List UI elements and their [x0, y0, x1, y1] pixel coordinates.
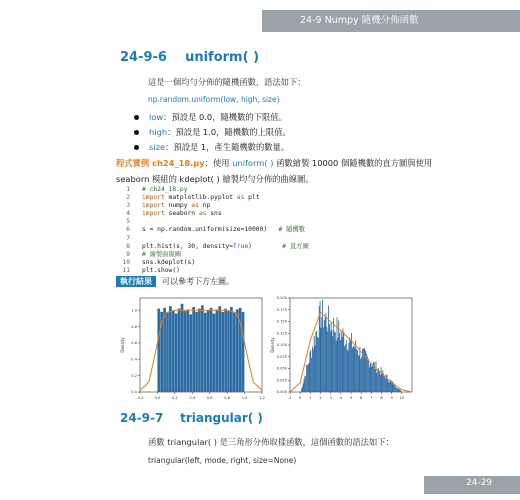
bullet-key: low [149, 112, 164, 122]
example-label: 程式實例 ch24_18.py [116, 158, 205, 168]
code-line [118, 226, 309, 234]
histogram-bar [398, 389, 399, 392]
section2-heading [120, 411, 263, 425]
histogram-bar [320, 301, 321, 392]
section2-title: triangular( ) [180, 411, 263, 425]
page-number: 24-29 [466, 478, 493, 488]
histogram-bar [337, 338, 338, 392]
histogram-bar [315, 332, 316, 392]
histogram-bar [343, 328, 344, 392]
section-number: 24-9-6 [120, 50, 167, 65]
y-tick-label: 0.075 [276, 354, 287, 359]
plot-frame [290, 298, 412, 392]
code-text: # 繪製曲線圖 [142, 250, 182, 258]
result-text: 可以參考下方左圖。 [162, 277, 234, 286]
line-number: 4 [126, 210, 130, 218]
histogram-bar [395, 387, 396, 392]
x-tick-label: 6 [360, 396, 363, 400]
histogram-bar [224, 309, 227, 392]
code-text: s = np.random.uniform(size=10000) # 隨機數 [142, 226, 305, 234]
y-tick-label: 0.2 [131, 373, 137, 378]
histogram-bar [315, 346, 316, 392]
x-tick-label: 0.8 [224, 396, 231, 400]
histogram-bar [331, 322, 332, 392]
histogram-bar [230, 307, 233, 392]
bullet-high [134, 126, 291, 138]
histogram-bar [387, 375, 388, 392]
histogram-bar [309, 352, 310, 392]
histogram-bar [321, 328, 322, 392]
histogram-bar [181, 304, 184, 392]
histogram-bar [348, 343, 349, 392]
histogram-bar [374, 362, 375, 392]
histogram-bar [388, 382, 389, 392]
plot-frame [140, 298, 262, 392]
histogram-bar [242, 312, 245, 392]
histogram-bar [337, 317, 338, 392]
example-text: 函數繪製 10000 個隨機數的直方圖與使用 [273, 158, 433, 168]
code-line [118, 194, 309, 202]
code-line [118, 251, 309, 259]
histogram-bar [213, 314, 216, 392]
histogram-bar [342, 337, 343, 392]
histogram-bar [227, 311, 230, 392]
y-tick-label: 0.6 [131, 341, 137, 346]
histogram-bar [321, 317, 322, 392]
histogram-bar [384, 375, 385, 392]
histogram-bar [304, 376, 305, 392]
y-tick-label: 0.025 [276, 378, 287, 383]
histogram-bar [400, 390, 401, 392]
histogram-bar [201, 305, 204, 392]
section2-number: 24-9-7 [120, 411, 164, 425]
histogram-bar [323, 327, 324, 392]
histogram-bar [398, 389, 399, 392]
code-text: import seaborn as sns [142, 210, 222, 218]
histogram-bar [184, 311, 187, 392]
y-tick-label: 0.8 [131, 324, 137, 329]
histogram-bar [372, 365, 373, 392]
histogram-bar [364, 348, 365, 392]
kde-curve [140, 310, 262, 390]
histogram-bar [381, 367, 382, 392]
bullet-text: ：預設是 0.0，隨機數的下限值。 [163, 112, 287, 122]
histogram-bar [207, 310, 210, 392]
histogram-bar [328, 306, 329, 392]
histogram-bar [376, 373, 377, 392]
histogram-bar [221, 312, 224, 392]
histogram-bar [370, 364, 371, 392]
histogram-bar [397, 388, 398, 392]
code-text: plt.show() [142, 266, 180, 274]
triangular-histogram-chart [270, 296, 412, 400]
histogram-bar [303, 383, 304, 392]
result-badge: 執行結果 [116, 276, 156, 287]
histogram-bar [308, 364, 309, 392]
y-tick-label: 0.200 [276, 296, 287, 301]
x-tick-label: 0.6 [206, 396, 213, 400]
x-tick-label: 2 [319, 396, 322, 400]
histogram-bar [347, 349, 348, 392]
histogram-bar [325, 316, 326, 392]
line-number: 6 [126, 226, 130, 234]
running-header: 24-9 Numpy 隨機分佈函數 [300, 15, 419, 26]
bullet-low [134, 111, 287, 123]
histogram-bar [332, 330, 333, 392]
line-number: 10 [122, 258, 130, 266]
y-axis-label: Density [120, 337, 125, 353]
histogram-bar [322, 300, 323, 392]
code-line [118, 202, 309, 210]
histogram-bar [340, 340, 341, 392]
x-tick-label: 5 [349, 396, 353, 400]
x-tick-label: 4 [339, 396, 342, 400]
histogram-bar [314, 336, 315, 392]
example-text: ：使用 [204, 158, 233, 168]
histogram-bar [357, 350, 358, 392]
histogram-bar [326, 327, 327, 392]
histogram-bar [310, 350, 311, 392]
syntax-line: np.random.uniform(low, high, size) [148, 95, 280, 104]
code-listing [118, 186, 309, 275]
histogram-bar [317, 337, 318, 392]
histogram-bar [386, 374, 387, 392]
histogram-bar [385, 379, 386, 392]
x-tick-label: 1.2 [259, 396, 265, 400]
histogram-bar [330, 332, 331, 392]
histogram-bar [346, 340, 347, 392]
x-tick-label: -0.2 [136, 396, 144, 400]
histogram-bar [360, 359, 361, 392]
histogram-bar [157, 309, 160, 392]
histogram-bar [338, 320, 339, 392]
section-title: uniform( ) [185, 50, 260, 65]
y-tick-label: 0.175 [276, 307, 287, 312]
histogram-bar [370, 364, 371, 392]
histogram-bar [318, 338, 319, 392]
histogram-bar [302, 387, 303, 392]
y-tick-label: 0.125 [276, 331, 287, 336]
histogram-bar [189, 314, 192, 392]
histogram-bar [329, 324, 330, 392]
histogram-bar [382, 370, 383, 392]
histogram-bar [389, 382, 390, 392]
histogram-bar [368, 359, 369, 392]
histogram-bar [307, 365, 308, 392]
bullet-icon [134, 115, 139, 120]
histogram-bar [365, 349, 366, 392]
histogram-bar [233, 313, 236, 392]
code-text: sns.kdeplot(s) [142, 258, 196, 266]
y-tick-label: 0.000 [276, 390, 287, 395]
line-number: 2 [126, 194, 130, 202]
histogram-bar [335, 332, 336, 392]
section-intro: 這是一個均勻分佈的隨機函數，語法如下： [148, 77, 306, 87]
histogram-bar [382, 373, 383, 392]
histogram-bar [354, 348, 355, 392]
histogram-bar [371, 367, 372, 392]
code-line [118, 243, 309, 251]
histogram-bar [367, 357, 368, 392]
histogram-bar [361, 357, 362, 392]
section2-intro: 函數 triangular( ) 是三角形分佈取樣函數，這個函數的語法如下： [148, 437, 394, 447]
histogram-bar [163, 308, 166, 392]
histogram-bar [354, 346, 355, 392]
line-number: 7 [126, 234, 130, 242]
code-text: import matplotlib.pyplot as plt [142, 194, 260, 202]
histogram-bar [326, 313, 327, 392]
y-tick-label: 0.0 [131, 390, 137, 395]
histogram-bar [301, 389, 302, 392]
histogram-bar [178, 309, 181, 392]
kde-curve [290, 312, 412, 392]
histogram-bar [392, 382, 393, 392]
histogram-bar [186, 309, 189, 392]
histogram-bar [373, 362, 374, 392]
histogram-bar [345, 345, 346, 392]
y-tick-label: 0.100 [276, 343, 287, 348]
histogram-bar [365, 351, 366, 392]
histogram-bar [352, 348, 353, 392]
histogram-bar [359, 356, 360, 392]
histogram-bar [348, 351, 349, 392]
y-tick-label: 1.0 [131, 308, 137, 313]
histogram-bar [198, 309, 201, 392]
histogram-bar [327, 331, 328, 392]
histogram-bar [351, 333, 352, 392]
histogram-bar [350, 339, 351, 392]
histogram-bar [304, 379, 305, 392]
line-number: 8 [126, 242, 130, 250]
histogram-bar [175, 314, 178, 392]
histogram-bar [390, 380, 391, 392]
histogram-bar [344, 346, 345, 392]
histogram-bar [311, 358, 312, 392]
histogram-bar [377, 370, 378, 392]
histogram-bar [359, 347, 360, 392]
x-tick-label: 7 [370, 396, 373, 400]
histogram-bar [239, 308, 242, 392]
uniform-histogram-chart [120, 298, 265, 400]
code-line [118, 235, 309, 243]
histogram-bar [349, 337, 350, 392]
histogram-bar [309, 363, 310, 392]
histogram-bar [366, 354, 367, 392]
x-tick-label: 0.2 [171, 396, 178, 400]
histogram-bar [383, 373, 384, 392]
line-number: 5 [126, 218, 130, 226]
histogram-bar [339, 333, 340, 392]
bullet-key: high [149, 127, 168, 137]
bullet-icon [134, 130, 139, 135]
code-line [118, 186, 309, 194]
histogram-bar [166, 313, 169, 392]
histogram-bar [195, 312, 198, 392]
x-tick-label: 1.0 [241, 396, 248, 400]
bullet-icon [134, 145, 139, 150]
section2-syntax: triangular(left, mode, right, size=None) [148, 456, 297, 465]
x-tick-label: 10 [399, 396, 405, 400]
histogram-bar [353, 346, 354, 392]
histogram-bar [393, 385, 394, 392]
y-tick-label: 0.050 [276, 366, 287, 371]
histogram-bar [375, 369, 376, 392]
histogram-bar [362, 349, 363, 392]
code-line [118, 259, 309, 267]
code-line [118, 210, 309, 218]
code-text: # ch24_18.py [142, 186, 188, 193]
histogram-bar [324, 320, 325, 392]
y-axis-label: Density [270, 337, 275, 353]
line-number: 9 [126, 250, 130, 258]
histogram-bar [172, 310, 175, 392]
example-func: uniform( ) [232, 158, 274, 168]
x-tick-label: 3 [329, 396, 332, 400]
code-line [118, 267, 309, 275]
histogram-bar [313, 349, 314, 392]
histogram-bar [210, 308, 213, 392]
x-tick-label: 9 [390, 396, 393, 400]
example-caption [116, 157, 432, 185]
example-line2: seaborn 模組的 kdeplot( ) 繪製均勻分佈的曲線圖。 [116, 174, 314, 184]
x-tick-label: 0.4 [189, 396, 196, 400]
histogram-bar [319, 306, 320, 392]
x-tick-label: 0 [299, 396, 302, 400]
histogram-bar [236, 309, 239, 392]
bullet-text: ：預設是 1，產生隨機數的數量。 [165, 142, 290, 152]
histogram-bar [379, 371, 380, 392]
histogram-bar [369, 367, 370, 392]
bullet-text: ：預設是 1.0，隨機數的上限值。 [167, 127, 291, 137]
x-tick-label: 8 [380, 396, 383, 400]
code-text: import numpy as np [142, 202, 211, 210]
code-text: plt.hist(s, 30, density=True) # 直方圖 [142, 242, 309, 250]
x-tick-label: 0.0 [154, 396, 161, 400]
histogram-bar [169, 306, 172, 392]
histogram-bar [399, 389, 400, 392]
histogram-bar [378, 368, 379, 392]
histogram-bar [396, 388, 397, 392]
histogram-bar [160, 312, 163, 392]
histogram-bar [401, 391, 402, 392]
section-heading [120, 50, 259, 65]
histogram-bar [393, 382, 394, 392]
bullet-key: size [149, 142, 166, 152]
histogram-bar [380, 375, 381, 392]
x-tick-label: 1 [309, 396, 312, 400]
line-number: 11 [122, 266, 130, 274]
histogram-bar [387, 380, 388, 392]
bullet-size [134, 141, 289, 153]
histogram-bar [356, 349, 357, 392]
histogram-bar [204, 313, 207, 392]
histogram-bar [343, 332, 344, 392]
histogram-bar [355, 340, 356, 392]
histogram-bar [218, 306, 221, 392]
y-tick-label: 0.4 [131, 357, 137, 362]
histogram-bar [216, 309, 219, 392]
histogram-bar [394, 384, 395, 392]
histogram-bar [336, 341, 337, 392]
histogram-bar [376, 362, 377, 392]
line-number: 3 [126, 202, 130, 210]
histogram-bar [333, 318, 334, 392]
histogram-bar [332, 336, 333, 392]
x-tick-label: -1 [288, 396, 292, 400]
histogram-bar [358, 354, 359, 392]
histogram-bar [363, 348, 364, 392]
histogram-bar [306, 365, 307, 392]
result-caption [116, 276, 234, 287]
histogram-bar [334, 332, 335, 392]
line-number: 1 [126, 186, 130, 193]
histogram-bar [192, 307, 195, 392]
histogram-bar [391, 380, 392, 392]
histogram-bar [341, 331, 342, 392]
histogram-bar [312, 347, 313, 392]
y-tick-label: 0.150 [276, 319, 287, 324]
histogram-bar [316, 331, 317, 392]
histogram-bar [305, 376, 306, 392]
